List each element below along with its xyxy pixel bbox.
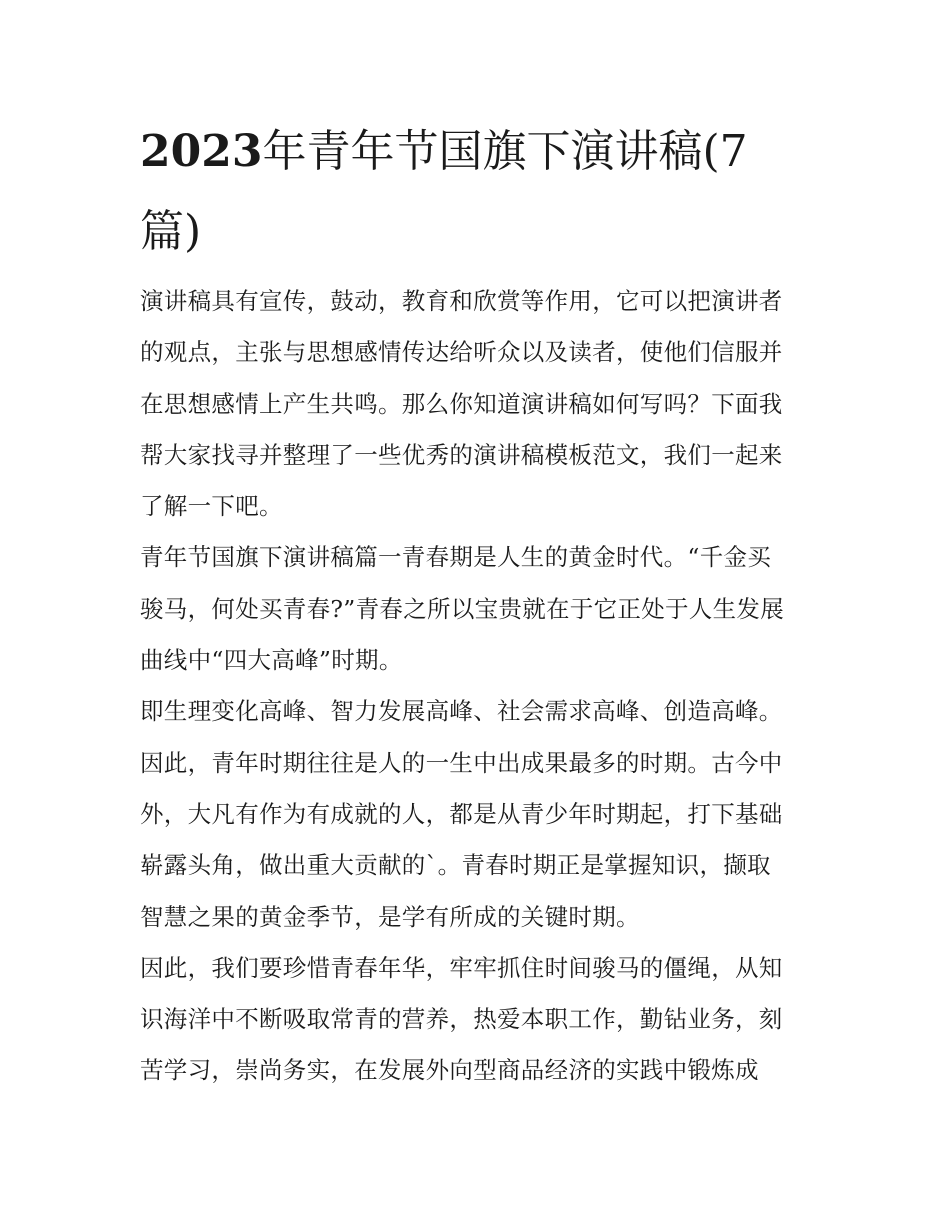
title-year: 2023: [140, 126, 263, 177]
text-line: 外，大凡有作为有成就的人，都是从青少年时期起，打下基础: [140, 799, 783, 828]
text-line: 曲线中“四大高峰”时期。: [140, 646, 403, 675]
title-line1-text: 年青年节国旗下演讲稿(7: [262, 126, 748, 177]
text-line: 的观点，主张与思想感情传达给听众以及读者，使他们信服并: [140, 338, 783, 367]
text-line: 崭露头角，做出重大贡献的`。青春时期正是掌握知识，撷取: [140, 851, 771, 880]
text-line: 即生理变化高峰、智力发展高峰、社会需求高峰、创造高峰。: [140, 697, 783, 726]
text-line: 苦学习，崇尚务实，在发展外向型商品经济的实践中锻炼成: [140, 1056, 759, 1085]
document-body: [140, 276, 820, 1097]
text-line: 帮大家找寻并整理了一些优秀的演讲稿模板范文，我们一起来: [140, 440, 783, 469]
text-line: 在思想感情上产生共鸣。那么你知道演讲稿如何写吗？下面我: [140, 389, 783, 418]
text-line: 识海洋中不断吸取常青的营养，热爱本职工作，勤钻业务，刻: [140, 1005, 783, 1034]
text-line: 因此，青年时期往往是人的一生中出成果最多的时期。古今中: [140, 748, 783, 777]
page-title: [140, 112, 820, 272]
text-line: 青年节国旗下演讲稿篇一青春期是人生的黄金时代。“千金买: [140, 543, 772, 572]
text-line: 因此，我们要珍惜青春年华，牢牢抓住时间骏马的僵绳，从知: [140, 953, 783, 982]
text-line: 智慧之果的黄金季节，是学有所成的关键时期。: [140, 902, 640, 931]
text-line: 骏马，何处买青春?”青春之所以宝贵就在于它正处于人生发展: [140, 594, 785, 623]
text-line: 了解一下吧。: [140, 492, 283, 521]
title-line2-text: 篇): [140, 206, 202, 257]
text-line: 演讲稿具有宣传，鼓动，教育和欣赏等作用，它可以把演讲者: [140, 287, 783, 315]
